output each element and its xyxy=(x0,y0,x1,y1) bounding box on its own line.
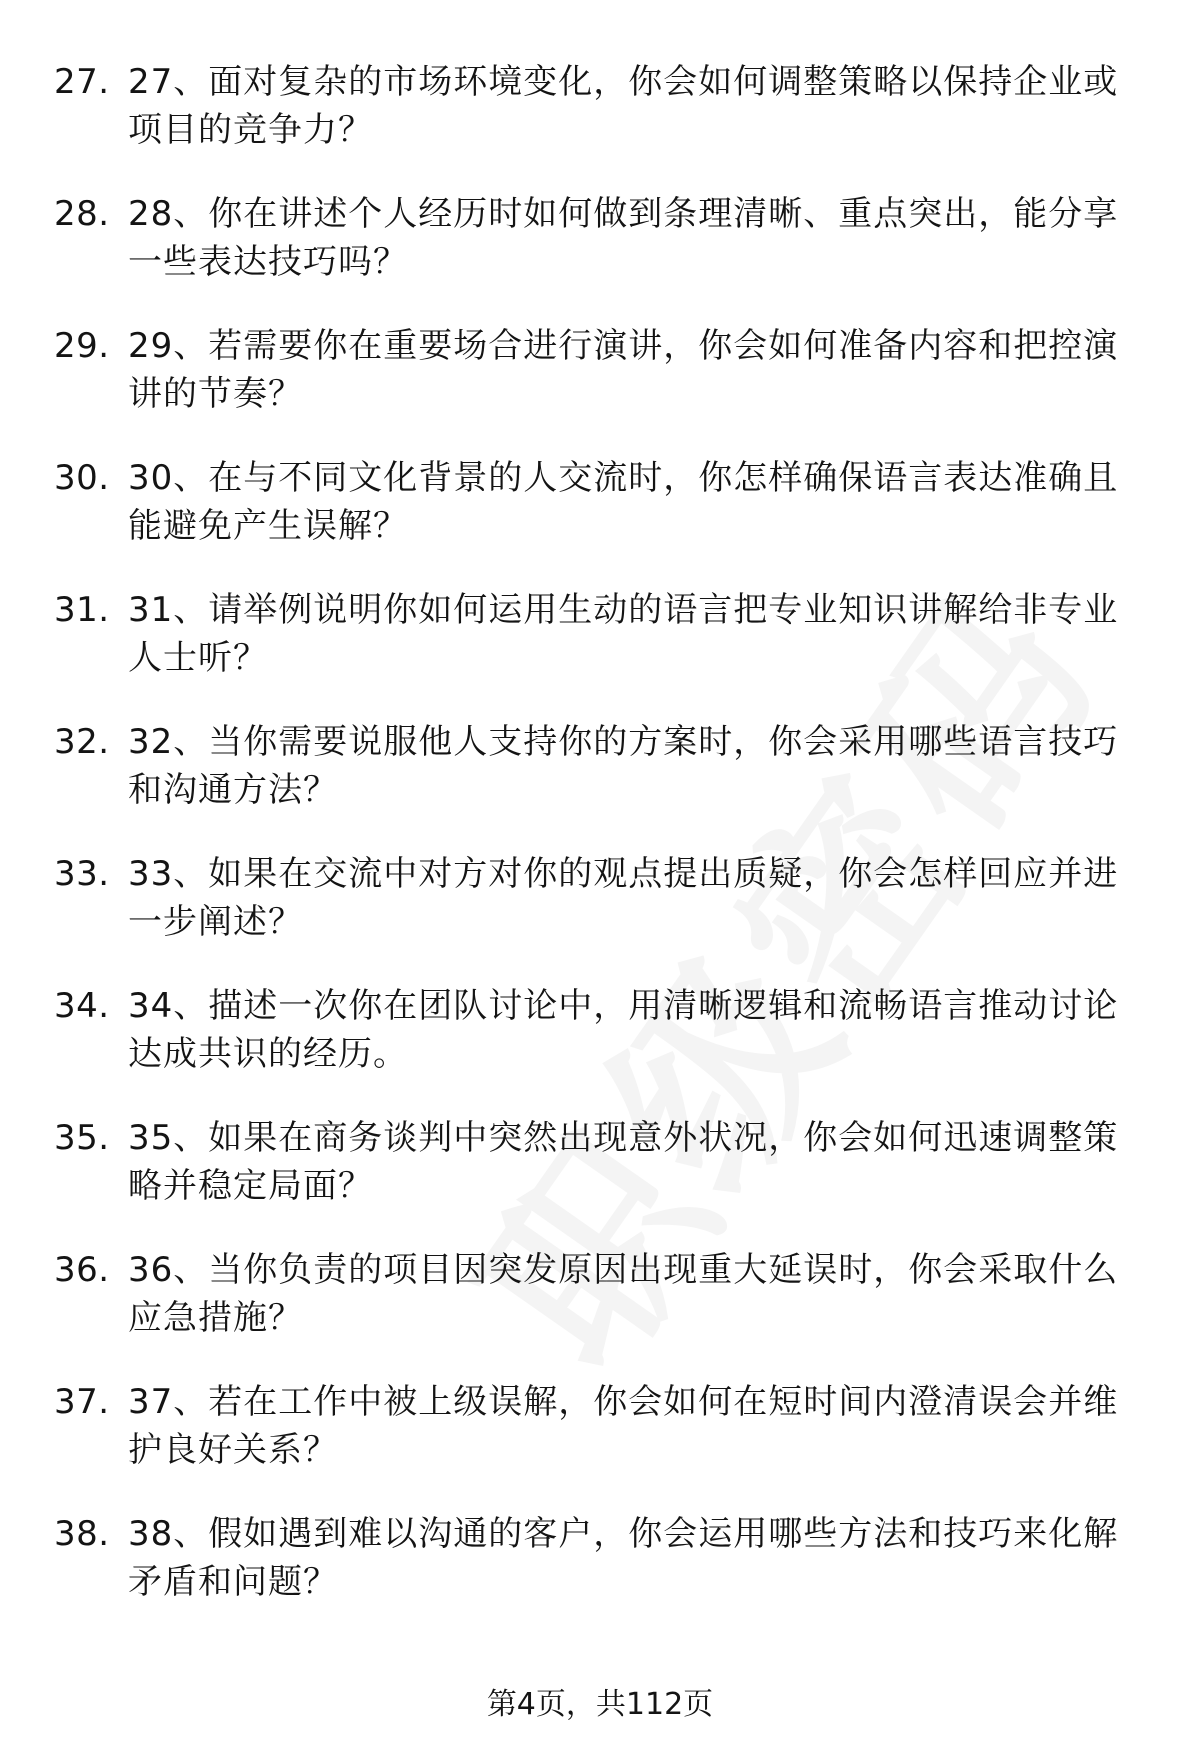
question-item-38 xyxy=(0,1510,1200,1623)
question-item-32 xyxy=(0,718,1200,831)
question-text: 35、如果在商务谈判中突然出现意外状况，你会如何迅速调整策略并稳定局面？ xyxy=(128,1118,1119,1206)
question-item-28 xyxy=(0,190,1200,303)
question-number: 35. xyxy=(54,1118,110,1158)
question-number: 33. xyxy=(54,854,110,894)
question-item-31 xyxy=(0,586,1200,699)
question-text: 31、请举例说明你如何运用生动的语言把专业知识讲解给非专业人士听？ xyxy=(128,590,1119,678)
question-item-37 xyxy=(0,1378,1200,1491)
question-text: 33、如果在交流中对方对你的观点提出质疑，你会怎样回应并进一步阐述？ xyxy=(128,854,1119,942)
question-item-27 xyxy=(0,58,1200,171)
question-text: 36、当你负责的项目因突发原因出现重大延误时，你会采取什么应急措施？ xyxy=(128,1250,1119,1338)
question-number: 34. xyxy=(54,986,110,1026)
question-number: 28. xyxy=(54,194,110,234)
question-number: 30. xyxy=(54,458,110,498)
question-item-33 xyxy=(0,850,1200,963)
question-text: 38、假如遇到难以沟通的客户，你会运用哪些方法和技巧来化解矛盾和问题？ xyxy=(128,1514,1119,1602)
question-item-30 xyxy=(0,454,1200,567)
question-item-36 xyxy=(0,1246,1200,1359)
question-item-34 xyxy=(0,982,1200,1095)
question-number: 32. xyxy=(54,722,110,762)
question-text: 30、在与不同文化背景的人交流时，你怎样确保语言表达准确且能避免产生误解？ xyxy=(128,458,1119,546)
question-text: 29、若需要你在重要场合进行演讲，你会如何准备内容和把控演讲的节奏？ xyxy=(128,326,1119,414)
question-number: 37. xyxy=(54,1382,110,1422)
question-number: 36. xyxy=(54,1250,110,1290)
question-text: 34、描述一次你在团队讨论中，用清晰逻辑和流畅语言推动讨论达成共识的经历。 xyxy=(128,986,1119,1074)
page-footer: 第4页，共112页 xyxy=(486,1687,714,1722)
question-number: 27. xyxy=(54,62,110,102)
question-text: 37、若在工作中被上级误解，你会如何在短时间内澄清误会并维护良好关系？ xyxy=(128,1382,1119,1470)
question-item-29 xyxy=(0,322,1200,435)
question-text: 27、面对复杂的市场环境变化，你会如何调整策略以保持企业或项目的竞争力？ xyxy=(128,62,1119,150)
question-text: 28、你在讲述个人经历时如何做到条理清晰、重点突出，能分享一些表达技巧吗？ xyxy=(128,194,1119,282)
question-number: 38. xyxy=(54,1514,110,1554)
question-item-35 xyxy=(0,1114,1200,1227)
question-text: 32、当你需要说服他人支持你的方案时，你会采用哪些语言技巧和沟通方法？ xyxy=(128,722,1119,810)
question-number: 29. xyxy=(54,326,110,366)
question-list xyxy=(0,58,1200,1642)
question-number: 31. xyxy=(54,590,110,630)
